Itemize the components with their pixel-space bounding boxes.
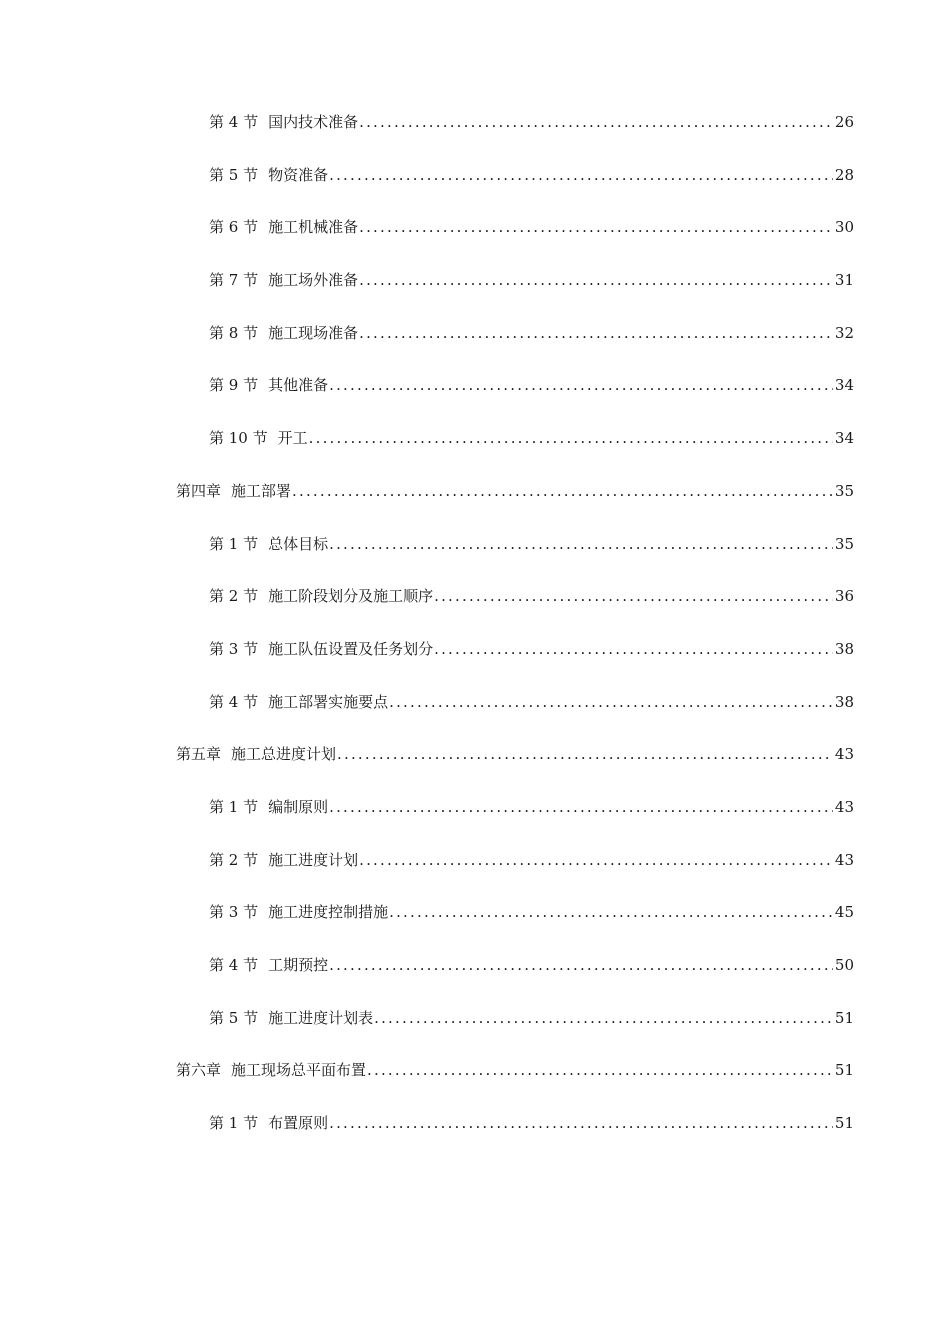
toc-entry-page: 30 <box>834 218 854 237</box>
toc-dot-leader <box>292 481 833 501</box>
toc-entry-page: 36 <box>834 587 854 606</box>
toc-entry-page: 34 <box>834 376 854 395</box>
toc-dot-leader <box>329 1113 833 1133</box>
toc-chapter-entry[interactable] <box>0 481 950 534</box>
toc-entry-number: 第 2 节 <box>209 587 259 606</box>
toc-entry[interactable] <box>0 797 950 850</box>
toc-entry-page: 45 <box>834 903 854 922</box>
toc-entry-page: 51 <box>834 1061 854 1080</box>
toc-entry-number: 第 4 节 <box>209 113 259 131</box>
toc-entry-page: 51 <box>834 1114 854 1133</box>
toc-dot-leader <box>337 744 833 764</box>
toc-entry[interactable] <box>0 586 950 639</box>
toc-dot-leader <box>367 1060 833 1080</box>
table-of-contents <box>0 112 950 1166</box>
toc-entry-number: 第 2 节 <box>209 850 259 869</box>
toc-dot-leader <box>329 165 833 185</box>
toc-entry-number: 第 3 节 <box>209 639 259 658</box>
toc-entry-title: 施工队伍设置及任务划分 <box>268 639 434 658</box>
toc-entry-page: 35 <box>834 481 854 500</box>
toc-entry-page: 31 <box>834 271 854 290</box>
toc-dot-leader <box>329 955 833 975</box>
toc-entry-number: 第 4 节 <box>209 692 259 711</box>
toc-dot-leader <box>389 692 833 712</box>
toc-entry-page: 50 <box>834 956 854 974</box>
toc-entry-number: 第 1 节 <box>209 1114 259 1133</box>
toc-dot-leader <box>359 217 833 237</box>
toc-entry-number: 第 6 节 <box>209 218 259 237</box>
toc-dot-leader <box>329 534 833 554</box>
toc-entry-page: 43 <box>834 745 854 764</box>
toc-entry[interactable] <box>0 902 950 955</box>
toc-chapter-number: 第四章 <box>176 481 222 500</box>
toc-entry-page: 43 <box>834 850 854 869</box>
toc-entry-page: 51 <box>834 1008 854 1027</box>
toc-entry-page: 43 <box>834 797 854 816</box>
toc-entry-title: 施工现场准备 <box>268 323 359 342</box>
toc-entry[interactable] <box>0 375 950 428</box>
toc-chapter-title: 施工总进度计划 <box>231 745 337 764</box>
toc-dot-leader <box>434 586 833 606</box>
toc-chapter-entry[interactable] <box>0 1060 950 1113</box>
toc-entry-title: 施工部署实施要点 <box>268 692 389 711</box>
toc-entry-number: 第 1 节 <box>209 797 259 816</box>
toc-entry-title: 施工进度计划 <box>268 850 359 869</box>
toc-chapter-number: 第六章 <box>176 1061 222 1080</box>
toc-entry-title: 工期预控 <box>268 956 329 974</box>
toc-dot-leader <box>359 270 833 290</box>
toc-dot-leader <box>329 375 833 395</box>
toc-entry[interactable] <box>0 1113 950 1166</box>
toc-entry[interactable] <box>0 270 950 323</box>
toc-entry-title: 施工阶段划分及施工顺序 <box>268 587 434 606</box>
toc-entry[interactable] <box>0 534 950 587</box>
toc-entry-title: 其他准备 <box>268 376 329 395</box>
toc-entry[interactable] <box>0 112 950 165</box>
toc-entry-number: 第 8 节 <box>209 323 259 342</box>
toc-entry-title: 施工机械准备 <box>268 218 359 237</box>
toc-entry-title: 施工进度控制措施 <box>268 903 389 922</box>
toc-dot-leader <box>359 323 833 343</box>
toc-entry-page: 26 <box>834 113 854 131</box>
toc-entry-page: 38 <box>834 639 854 658</box>
toc-entry-title: 物资准备 <box>268 165 329 184</box>
toc-entry[interactable] <box>0 428 950 481</box>
toc-entry[interactable] <box>0 692 950 745</box>
toc-entry-title: 总体目标 <box>268 534 329 553</box>
toc-entry-page: 35 <box>834 534 854 553</box>
toc-entry-page: 28 <box>834 165 854 184</box>
toc-entry-number: 第 5 节 <box>209 165 259 184</box>
toc-entry-number: 第 9 节 <box>209 376 259 395</box>
toc-dot-leader <box>389 902 833 922</box>
toc-entry-page: 32 <box>834 323 854 342</box>
toc-chapter-title: 施工部署 <box>231 481 292 500</box>
toc-entry-title: 布置原则 <box>268 1114 329 1133</box>
toc-entry-title: 施工进度计划表 <box>268 1008 374 1027</box>
toc-entry[interactable] <box>0 639 950 692</box>
toc-entry[interactable] <box>0 955 950 1008</box>
toc-entry-number: 第 4 节 <box>209 956 259 974</box>
toc-entry[interactable] <box>0 165 950 218</box>
toc-chapter-entry[interactable] <box>0 744 950 797</box>
toc-entry-number: 第 3 节 <box>209 903 259 922</box>
toc-entry-title: 编制原则 <box>268 797 329 816</box>
toc-entry-number: 第 5 节 <box>209 1008 259 1027</box>
toc-entry[interactable] <box>0 217 950 270</box>
toc-entry-number: 第 10 节 <box>209 429 268 448</box>
toc-entry[interactable] <box>0 1008 950 1061</box>
toc-entry-title: 国内技术准备 <box>268 113 359 131</box>
toc-entry[interactable] <box>0 323 950 376</box>
toc-dot-leader <box>359 112 833 132</box>
toc-dot-leader <box>434 639 833 659</box>
toc-dot-leader <box>329 797 833 817</box>
toc-dot-leader <box>374 1008 833 1028</box>
toc-entry-title: 施工场外准备 <box>268 271 359 290</box>
toc-dot-leader <box>309 428 833 448</box>
toc-entry-number: 第 7 节 <box>209 271 259 290</box>
toc-entry-number: 第 1 节 <box>209 534 259 553</box>
toc-entry-title: 开工 <box>277 429 308 448</box>
toc-dot-leader <box>359 850 833 870</box>
toc-chapter-title: 施工现场总平面布置 <box>231 1061 367 1080</box>
toc-entry-page: 34 <box>834 429 854 448</box>
toc-entry-page: 38 <box>834 692 854 711</box>
toc-chapter-number: 第五章 <box>176 745 222 764</box>
toc-entry[interactable] <box>0 850 950 903</box>
